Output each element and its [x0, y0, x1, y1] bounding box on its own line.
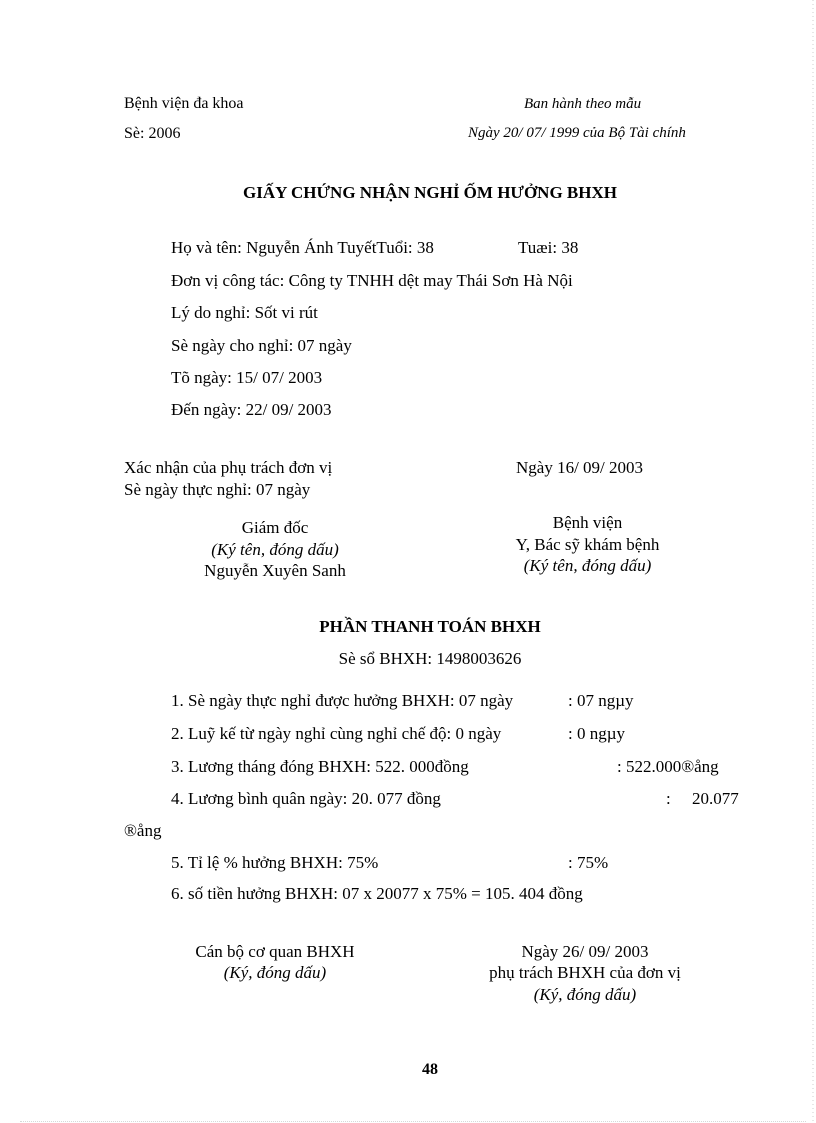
hospital-sign-title: Bệnh viện: [552, 513, 623, 532]
insurance-officer-title: Cán bộ cơ quan BHXH: [195, 942, 355, 961]
doctor-sign-note: (Ký tên, đóng dấu): [523, 556, 652, 575]
page-bottom-edge: [20, 1121, 806, 1122]
payment-section-title: PHẦN THANH TOÁN BHXH: [319, 617, 541, 636]
unit-insurance-officer-note: (Ký, đóng dấu): [533, 985, 637, 1004]
payment-item-4-unit: ®ång: [124, 821, 162, 840]
footer-date: Ngày 26/ 09/ 2003: [521, 942, 649, 961]
confirmation-date: Ngày 16/ 09/ 2003: [516, 458, 644, 477]
director-title: Giám đốc: [241, 518, 309, 537]
payment-item-4-value: : 20.077: [666, 789, 739, 808]
insurance-book-number: Sè sổ BHXH: 1498003626: [338, 649, 522, 668]
insurance-officer-note: (Ký, đóng dấu): [223, 963, 327, 982]
payment-item-4: 4. Lương bình quân ngày: 20. 077 đồng: [171, 789, 441, 808]
patient-name-line: Họ và tên: Nguyễn Ánh TuyếtTuổi: 38: [171, 238, 434, 257]
payment-item-6: 6. số tiền hưởng BHXH: 07 x 20077 x 75% = 105. 404 đồng: [171, 884, 583, 903]
document-number: Sè: 2006: [124, 125, 181, 142]
form-issued-note: Ban hành theo mẫu: [524, 96, 642, 112]
form-issued-date: Ngày 20/ 07/ 1999 của Bộ Tài chính: [468, 125, 686, 141]
leave-reason-line: Lý do nghỉ: Sốt vi rút: [171, 303, 318, 322]
payment-item-5: 5. Tỉ lệ % hưởng BHXH: 75%: [171, 853, 379, 872]
page-edge-decoration: [810, 0, 816, 1123]
page-number: 48: [422, 1061, 438, 1078]
leave-days-line: Sè ngày cho nghỉ: 07 ngày: [171, 336, 352, 355]
unit-insurance-officer-title: phụ trách BHXH của đơn vị: [489, 963, 681, 982]
actual-leave-days: Sè ngày thực nghỉ: 07 ngày: [124, 480, 311, 499]
from-date-line: Tõ ngày: 15/ 07/ 2003: [171, 368, 323, 387]
work-unit-line: Đơn vị công tác: Công ty TNHH dệt may Thái Sơn Hà Nội: [171, 271, 573, 290]
payment-item-5-value: : 75%: [568, 853, 609, 872]
document-title: GIẤY CHỨNG NHẬN NGHỈ ỐM HƯỞNG BHXH: [243, 183, 617, 202]
doctor-sign-title: Y, Bác sỹ khám bệnh: [515, 535, 660, 554]
hospital-name: Bệnh viện đa khoa: [124, 95, 244, 112]
payment-item-3: 3. Lương tháng đóng BHXH: 522. 000đồng: [171, 757, 469, 776]
payment-item-1-value: : 07 ngµy: [568, 691, 634, 710]
payment-item-2-value: : 0 ngµy: [568, 724, 626, 743]
to-date-line: Đến ngày: 22/ 09/ 2003: [171, 400, 332, 419]
payment-item-1: 1. Sè ngày thực nghỉ được hưởng BHXH: 07 ngày: [171, 691, 514, 710]
payment-item-3-value: : 522.000®ång: [617, 757, 719, 776]
director-name: Nguyễn Xuyên Sanh: [204, 561, 346, 580]
unit-confirmation-label: Xác nhận của phụ trách đơn vị: [124, 458, 333, 477]
payment-item-2: 2. Luỹ kế từ ngày nghỉ cùng nghỉ chế độ: 0 ngày: [171, 724, 502, 743]
patient-age-line: Tuæi: 38: [518, 238, 579, 257]
director-sign-note: (Ký tên, đóng dấu): [211, 540, 339, 559]
